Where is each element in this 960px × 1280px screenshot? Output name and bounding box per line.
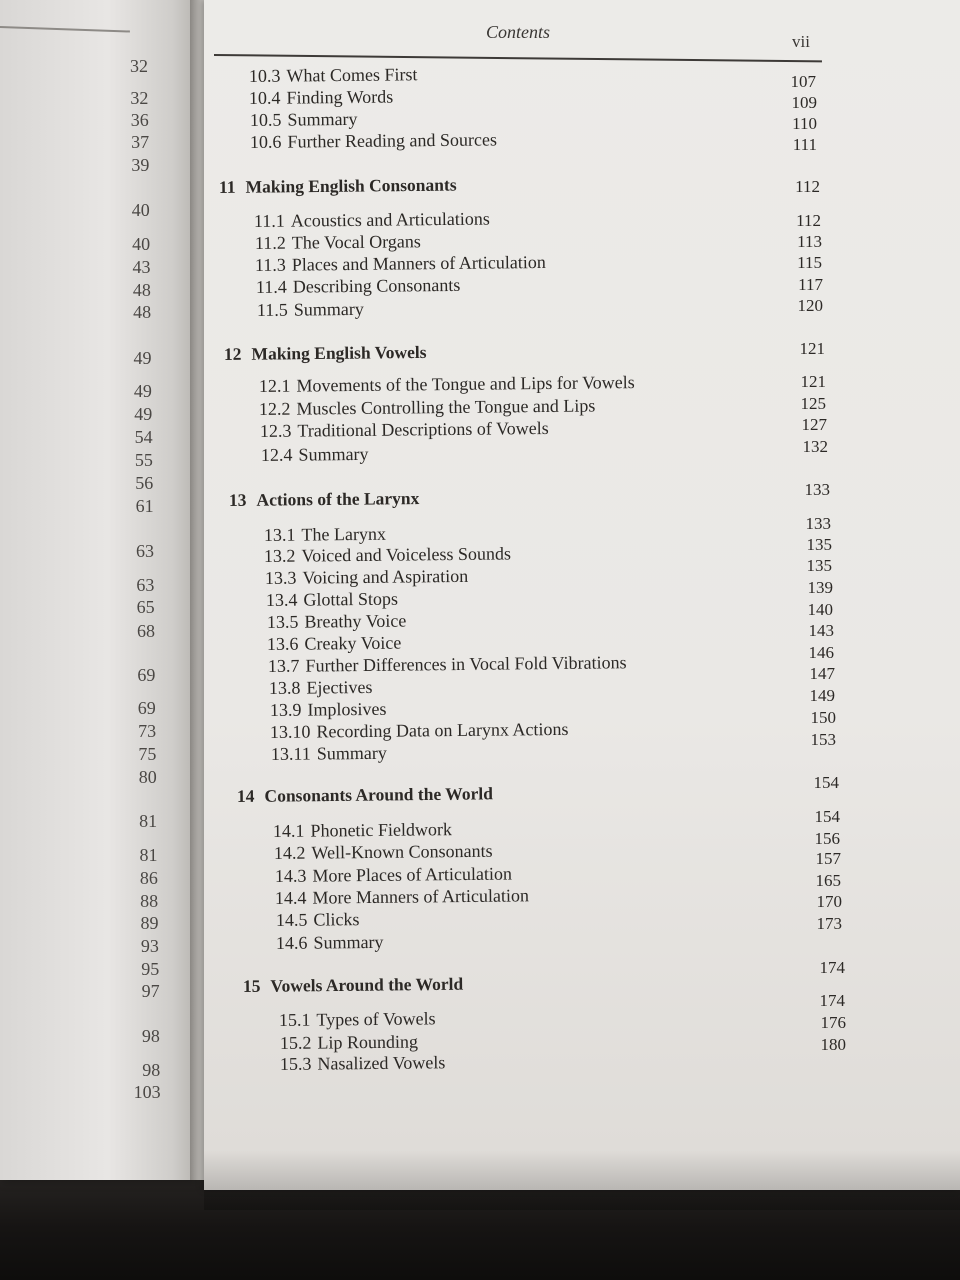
left-page-number: 49 bbox=[133, 348, 152, 368]
left-page-number: 40 bbox=[132, 234, 151, 254]
toc-page-number: 174 bbox=[819, 958, 845, 977]
toc-section-entry bbox=[261, 444, 369, 466]
section-number: 14.5 bbox=[275, 909, 308, 930]
chapter-title: Actions of the Larynx bbox=[256, 488, 420, 510]
left-page-number: 93 bbox=[140, 936, 159, 956]
section-number: 11.5 bbox=[256, 299, 288, 320]
toc-page-number: 174 bbox=[819, 991, 845, 1010]
toc-page-number: 170 bbox=[816, 892, 842, 911]
toc-chapter-entry bbox=[237, 783, 493, 807]
toc-page-number: 154 bbox=[814, 807, 840, 826]
toc-section-entry bbox=[254, 209, 490, 232]
left-page-number: 65 bbox=[136, 597, 155, 617]
toc-section-entry bbox=[259, 395, 596, 420]
toc-section-entry bbox=[266, 589, 398, 611]
toc-page-number: 112 bbox=[795, 177, 820, 196]
section-number: 11.4 bbox=[255, 276, 287, 297]
toc-page-number: 173 bbox=[816, 914, 842, 933]
toc-page-number: 180 bbox=[820, 1035, 846, 1054]
toc-page-number: 157 bbox=[815, 849, 841, 868]
chapter-number: 13 bbox=[228, 489, 247, 510]
chapter-title: Vowels Around the World bbox=[270, 973, 464, 996]
section-title: Creaky Voice bbox=[304, 632, 402, 654]
section-title: Types of Vowels bbox=[316, 1008, 436, 1030]
section-title: Nasalized Vowels bbox=[317, 1052, 446, 1074]
left-page-number: 98 bbox=[142, 1060, 161, 1080]
section-number: 13.8 bbox=[268, 677, 301, 698]
toc-page-number: 111 bbox=[792, 135, 817, 154]
section-number: 14.3 bbox=[274, 865, 307, 886]
left-page-number: 49 bbox=[133, 381, 152, 401]
toc-section-entry bbox=[250, 129, 497, 153]
left-page-number: 81 bbox=[139, 845, 158, 865]
toc-page-number: 135 bbox=[806, 556, 832, 575]
toc-page-number: 112 bbox=[796, 211, 821, 230]
section-number: 14.6 bbox=[275, 932, 308, 953]
section-title: Clicks bbox=[313, 909, 360, 930]
left-page-number: 75 bbox=[138, 744, 157, 764]
section-title: What Comes First bbox=[286, 64, 418, 86]
toc-chapter-entry bbox=[219, 175, 457, 198]
left-page-number: 88 bbox=[140, 891, 159, 911]
section-number: 14.1 bbox=[272, 820, 305, 841]
toc-section-entry bbox=[274, 841, 493, 864]
section-number: 15.1 bbox=[278, 1009, 311, 1030]
left-page-number: 68 bbox=[137, 621, 155, 641]
section-title: More Places of Articulation bbox=[312, 863, 513, 886]
toc-section-entry bbox=[275, 885, 529, 909]
section-title: Voiced and Voiceless Sounds bbox=[301, 543, 512, 566]
section-title: The Larynx bbox=[301, 523, 387, 545]
toc-page-number: 132 bbox=[802, 437, 828, 456]
toc-section-entry bbox=[256, 275, 461, 298]
toc-chapter-entry bbox=[224, 342, 427, 365]
section-number: 13.4 bbox=[265, 589, 298, 610]
toc-page-number: 133 bbox=[805, 514, 831, 533]
section-number: 12.4 bbox=[260, 444, 293, 465]
toc-chapter-entry bbox=[243, 974, 463, 997]
left-page-number: 103 bbox=[133, 1082, 161, 1102]
section-title: Phonetic Fieldwork bbox=[310, 819, 453, 841]
section-title: Movements of the Tongue and Lips for Vowels bbox=[296, 372, 635, 396]
left-page-number: 63 bbox=[136, 575, 155, 595]
toc-page-number: 154 bbox=[813, 773, 839, 792]
section-title: Summary bbox=[293, 298, 364, 320]
section-title: Summary bbox=[316, 742, 387, 764]
left-page-number: 54 bbox=[134, 427, 153, 447]
left-page-number: 69 bbox=[137, 698, 156, 718]
toc-section-entry bbox=[276, 932, 384, 954]
section-number: 14.4 bbox=[274, 887, 307, 908]
left-page-number: 48 bbox=[132, 280, 151, 300]
toc-section-entry bbox=[268, 652, 627, 677]
toc-section-entry bbox=[270, 719, 569, 743]
toc-section-entry bbox=[250, 109, 358, 131]
section-title: Describing Consonants bbox=[292, 274, 461, 297]
toc-section-entry bbox=[249, 64, 418, 87]
left-page-number: 49 bbox=[134, 404, 153, 424]
toc-page-number: 115 bbox=[797, 253, 822, 272]
section-title: Places and Manners of Articulation bbox=[291, 251, 546, 275]
left-page-number: 40 bbox=[131, 200, 150, 220]
toc-section-entry bbox=[259, 372, 635, 397]
toc-page-number: 140 bbox=[807, 600, 833, 619]
chapter-number: 11 bbox=[218, 176, 236, 197]
section-title: Further Differences in Vocal Fold Vibrations bbox=[305, 652, 627, 676]
left-page-number: 95 bbox=[141, 959, 160, 979]
section-number: 10.3 bbox=[248, 65, 281, 86]
section-number: 12.3 bbox=[259, 420, 292, 441]
toc-section-entry bbox=[271, 743, 387, 765]
toc-section-entry bbox=[280, 1032, 418, 1054]
section-number: 11.3 bbox=[254, 254, 286, 275]
toc-page-number: 127 bbox=[801, 415, 827, 434]
section-title: Muscles Controlling the Tongue and Lips bbox=[296, 395, 596, 419]
toc-section-entry bbox=[269, 677, 373, 699]
section-number: 11.2 bbox=[254, 232, 286, 253]
toc-page-number: 117 bbox=[798, 275, 823, 294]
toc-section-entry bbox=[267, 611, 407, 633]
toc-page-number: 107 bbox=[790, 72, 816, 91]
section-number: 15.3 bbox=[279, 1053, 312, 1074]
running-header-title: Contents bbox=[486, 22, 551, 42]
toc-page-number: 113 bbox=[797, 232, 822, 251]
toc-section-entry bbox=[257, 299, 364, 321]
left-page-number-column bbox=[0, 0, 196, 1180]
section-number: 13.2 bbox=[263, 545, 296, 566]
toc-section-entry bbox=[276, 909, 360, 931]
toc-section-entry bbox=[260, 418, 549, 442]
section-title: Lip Rounding bbox=[317, 1031, 419, 1053]
toc-chapter-entry bbox=[229, 488, 420, 511]
left-page-number: 86 bbox=[139, 868, 158, 888]
toc-page-number: 149 bbox=[809, 686, 835, 705]
section-title: Traditional Descriptions of Vowels bbox=[297, 417, 549, 441]
toc-page-number: 110 bbox=[792, 114, 817, 133]
section-title: More Manners of Articulation bbox=[312, 885, 530, 908]
toc-page-number: 121 bbox=[799, 339, 825, 358]
toc-section-entry bbox=[279, 1008, 436, 1031]
left-page-number: 69 bbox=[137, 665, 156, 685]
toc-page-number: 125 bbox=[800, 394, 826, 413]
toc-page-number: 135 bbox=[806, 535, 832, 554]
left-page-number: 81 bbox=[139, 811, 158, 831]
chapter-number: 14 bbox=[236, 785, 255, 806]
toc-page-number: 176 bbox=[820, 1013, 846, 1032]
section-title: Summary bbox=[287, 108, 358, 130]
section-title: Summary bbox=[298, 443, 369, 465]
section-number: 13.6 bbox=[266, 633, 299, 654]
left-page-number: 36 bbox=[130, 110, 149, 130]
section-number: 13.11 bbox=[270, 743, 311, 764]
section-number: 11.1 bbox=[253, 210, 285, 231]
chapter-number: 15 bbox=[242, 975, 261, 996]
left-page-number: 37 bbox=[131, 132, 150, 152]
section-title: Implosives bbox=[307, 698, 387, 720]
section-title: Further Reading and Sources bbox=[287, 129, 498, 152]
toc-section-entry bbox=[275, 864, 512, 887]
section-number: 14.2 bbox=[273, 842, 306, 863]
section-number: 13.3 bbox=[264, 567, 297, 588]
toc-section-entry bbox=[255, 252, 546, 276]
section-title: Ejectives bbox=[306, 676, 373, 698]
section-number: 10.6 bbox=[249, 131, 282, 152]
left-page-number: 80 bbox=[138, 767, 157, 787]
section-number: 10.5 bbox=[249, 109, 282, 130]
toc-page-number: 150 bbox=[810, 708, 836, 727]
toc-page-number: 153 bbox=[810, 730, 836, 749]
section-number: 12.2 bbox=[258, 398, 291, 419]
toc-page-number: 109 bbox=[791, 93, 817, 112]
section-number: 12.1 bbox=[258, 375, 291, 396]
left-page-number: 97 bbox=[141, 981, 160, 1001]
left-page-number: 55 bbox=[134, 450, 153, 470]
section-number: 15.2 bbox=[279, 1032, 312, 1053]
toc-section-entry bbox=[249, 86, 393, 109]
toc-page-number: 133 bbox=[804, 480, 830, 499]
toc-page-number: 143 bbox=[808, 621, 834, 640]
section-title: Summary bbox=[313, 931, 384, 953]
left-page-number: 32 bbox=[130, 88, 149, 108]
toc-section-entry bbox=[265, 566, 468, 589]
toc-section-entry bbox=[255, 231, 421, 254]
toc-page-number: 139 bbox=[807, 578, 833, 597]
toc-page-number: 165 bbox=[815, 871, 841, 890]
section-title: Acoustics and Articulations bbox=[290, 208, 490, 231]
running-header-page-number: vii bbox=[792, 32, 810, 51]
section-number: 13.7 bbox=[267, 655, 300, 676]
left-page-number: 61 bbox=[135, 496, 154, 516]
left-page-number: 43 bbox=[132, 257, 151, 277]
section-title: Well-Known Consonants bbox=[311, 840, 493, 863]
toc-page-number: 120 bbox=[797, 296, 823, 315]
left-page-number: 48 bbox=[133, 302, 152, 322]
page-bottom-shadow bbox=[204, 1150, 960, 1210]
toc-page-number: 147 bbox=[809, 664, 835, 683]
left-page-number: 89 bbox=[140, 913, 159, 933]
toc-page-number: 146 bbox=[808, 643, 834, 662]
toc-page-number: 156 bbox=[814, 829, 840, 848]
section-number: 13.10 bbox=[269, 721, 311, 742]
chapter-number: 12 bbox=[223, 343, 242, 364]
toc-section-entry bbox=[264, 543, 511, 567]
toc-section-entry bbox=[273, 819, 452, 842]
section-title: Recording Data on Larynx Actions bbox=[316, 718, 569, 742]
toc-section-entry bbox=[280, 1052, 446, 1075]
section-title: Voicing and Aspiration bbox=[302, 565, 469, 588]
left-page-number: 56 bbox=[135, 473, 154, 493]
chapter-title: Making English Vowels bbox=[251, 341, 427, 364]
left-page-number: 39 bbox=[131, 155, 150, 175]
left-page-number: 73 bbox=[138, 721, 157, 741]
section-number: 10.4 bbox=[248, 87, 281, 108]
section-number: 13.5 bbox=[266, 611, 299, 632]
left-page-number: 32 bbox=[130, 56, 148, 76]
section-number: 13.9 bbox=[269, 699, 302, 720]
section-title: The Vocal Organs bbox=[291, 231, 421, 253]
section-title: Glottal Stops bbox=[303, 588, 399, 610]
toc-section-entry bbox=[270, 699, 387, 721]
toc-page-number: 121 bbox=[800, 372, 826, 391]
section-title: Finding Words bbox=[286, 86, 394, 108]
chapter-title: Making English Consonants bbox=[245, 174, 457, 197]
toc-section-entry bbox=[267, 633, 402, 655]
section-title: Breathy Voice bbox=[304, 610, 407, 632]
left-page-number: 98 bbox=[141, 1026, 160, 1046]
chapter-title: Consonants Around the World bbox=[264, 783, 493, 806]
left-page-number: 63 bbox=[135, 541, 154, 561]
toc-section-entry bbox=[264, 524, 386, 546]
section-number: 13.1 bbox=[263, 524, 296, 545]
